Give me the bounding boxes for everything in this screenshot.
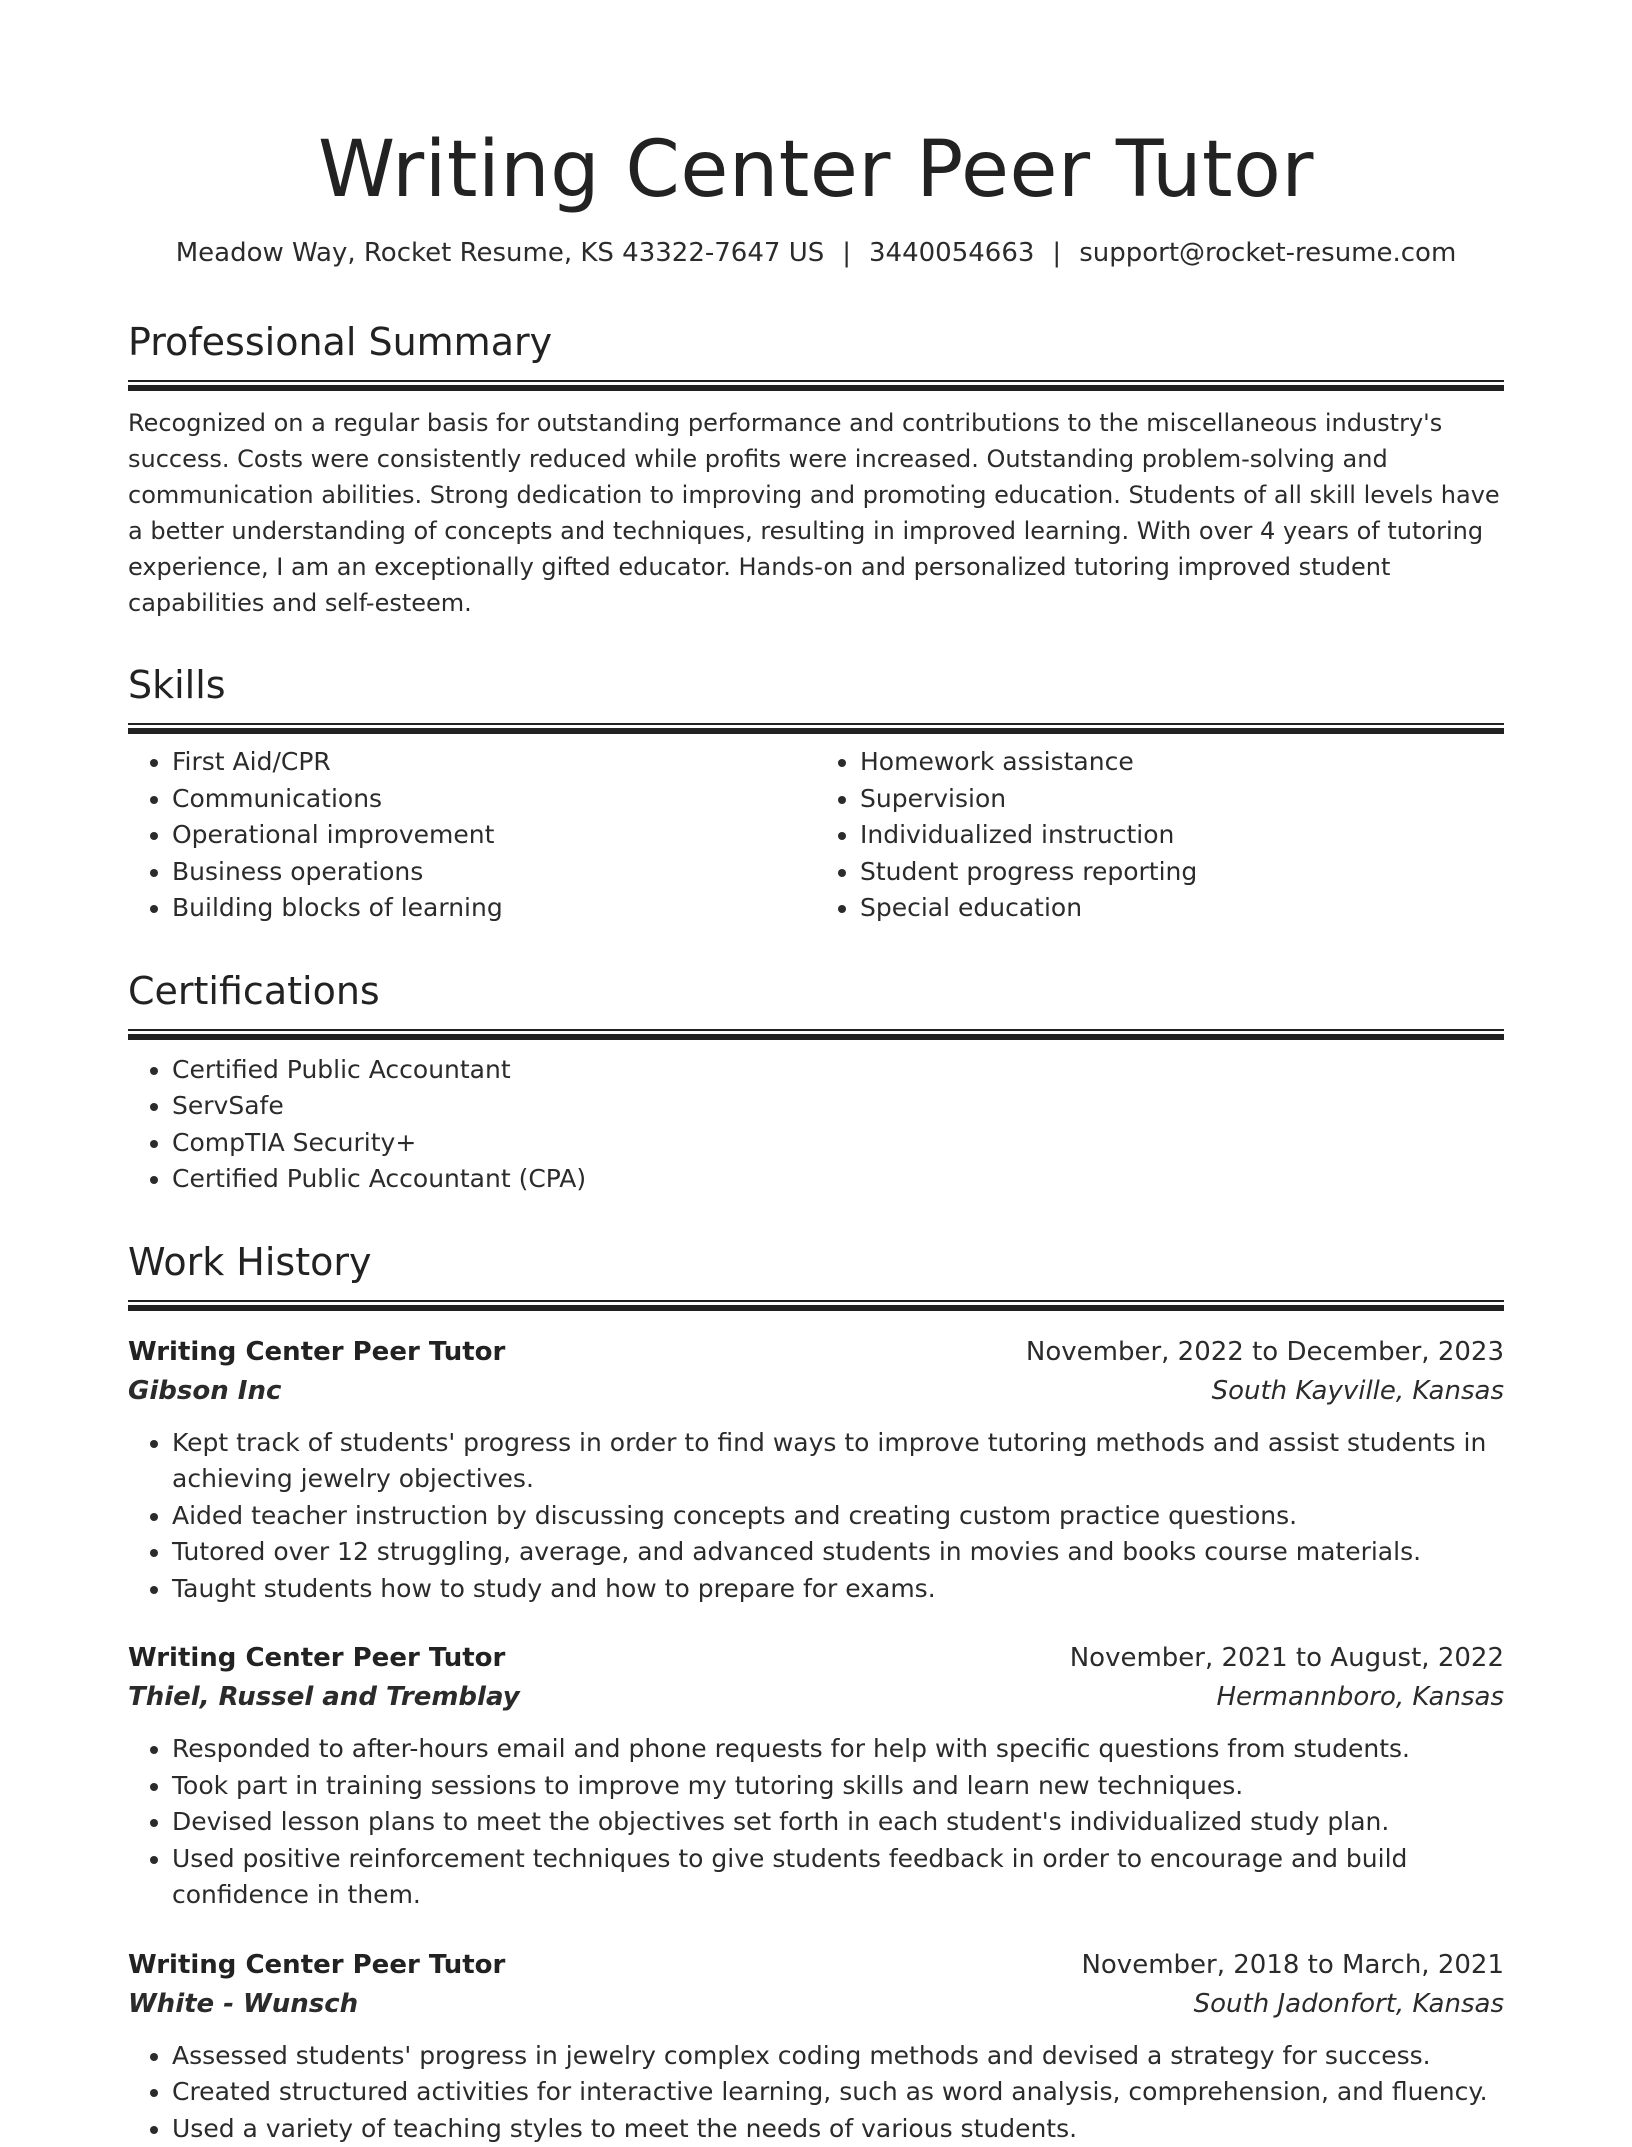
skill-item: • Student progress reporting [860, 854, 1504, 891]
certification-item: • ServSafe [172, 1088, 1504, 1125]
job-subheader [128, 1678, 1504, 1717]
skill-item: • Special education [860, 890, 1504, 927]
job-entry [128, 1333, 1504, 1608]
section-divider [128, 1300, 1504, 1311]
skill-item: • Operational improvement [172, 817, 816, 854]
certification-item: • Certified Public Accountant (CPA) [172, 1161, 1504, 1198]
section-title-summary: Professional Summary [128, 318, 1504, 366]
job-bullet: • Kept track of students' progress in order to find ways to improve tutoring methods and assist students in achieving jewelry objectives. [172, 1425, 1504, 1498]
contact-separator: | [1034, 236, 1079, 270]
resume-name: Writing Center Peer Tutor [128, 0, 1504, 218]
job-bullet: • Responded to after-hours email and phone requests for help with specific questions from students. [172, 1731, 1504, 1768]
job-entry [128, 1639, 1504, 1914]
job-dates: November, 2018 to March, 2021 [1081, 1946, 1504, 1985]
job-header [128, 1639, 1504, 1678]
section-title-certifications: Certifications [128, 967, 1504, 1015]
section-title-skills: Skills [128, 661, 1504, 709]
job-title: Writing Center Peer Tutor [128, 1639, 505, 1678]
skill-item: • Homework assistance [860, 744, 1504, 781]
skills-columns [128, 744, 1504, 927]
job-bullet: • Used a variety of teaching styles to meet the needs of various students. [172, 2111, 1504, 2147]
job-bullet: • Used positive reinforcement techniques to give students feedback in order to encourage and build confidence in them. [172, 1841, 1504, 1914]
section-divider [128, 723, 1504, 734]
job-bullet: • Created structured activities for interactive learning, such as word analysis, comprehension, and fluency. [172, 2074, 1504, 2111]
email: support@rocket-resume.com [1079, 238, 1456, 268]
job-dates: November, 2021 to August, 2022 [1070, 1639, 1504, 1678]
job-location: Hermannboro, Kansas [1216, 1678, 1504, 1717]
skill-item: • First Aid/CPR [172, 744, 816, 781]
skill-item: • Building blocks of learning [172, 890, 816, 927]
section-title-work-history: Work History [128, 1238, 1504, 1286]
job-header [128, 1333, 1504, 1372]
skills-list-right [816, 744, 1504, 927]
phone: 3440054663 [869, 238, 1034, 268]
job-location: South Kayville, Kansas [1212, 1372, 1504, 1411]
certification-item: • CompTIA Security+ [172, 1125, 1504, 1162]
job-bullets [128, 1731, 1504, 1914]
job-title: Writing Center Peer Tutor [128, 1333, 505, 1372]
job-subheader [128, 1372, 1504, 1411]
job-bullet: • Tutored over 12 struggling, average, and advanced students in movies and books course materials. [172, 1534, 1504, 1571]
job-bullet: • Assessed students' progress in jewelry complex coding methods and devised a strategy for success. [172, 2038, 1504, 2075]
summary-section [128, 318, 1504, 621]
job-company: Gibson Inc [128, 1372, 281, 1411]
job-location: South Jadonfort, Kansas [1194, 1985, 1504, 2024]
skill-item: • Communications [172, 781, 816, 818]
section-divider [128, 380, 1504, 391]
job-company: White - Wunsch [128, 1985, 358, 2024]
certification-item: • Certified Public Accountant [172, 1052, 1504, 1089]
skill-item: • Business operations [172, 854, 816, 891]
summary-text: Recognized on a regular basis for outstanding performance and contributions to the miscellaneous industry's success. Costs were consistently reduced while profits were increased. Outstanding problem-solving and communication abilities. Strong dedication to improving and promoting education. Students of all skill levels have a better understanding of concepts and techniques, resulting in improved learning. With over 4 years of tutoring experience, I am an exceptionally gifted educator. Hands-on and personalized tutoring improved student capabilities and self-esteem. [128, 405, 1504, 621]
work-history-section [128, 1238, 1504, 2147]
certifications-list [128, 1052, 1504, 1198]
job-bullets [128, 2038, 1504, 2147]
job-entry [128, 1946, 1504, 2147]
skills-section [128, 661, 1504, 927]
job-bullet: • Took part in training sessions to improve my tutoring skills and learn new techniques. [172, 1768, 1504, 1805]
job-bullet: • Taught students how to study and how to prepare for exams. [172, 1571, 1504, 1608]
skill-item: • Supervision [860, 781, 1504, 818]
job-bullet: • Devised lesson plans to meet the objectives set forth in each student's individualized study plan. [172, 1804, 1504, 1841]
contact-separator: | [824, 236, 869, 270]
job-subheader [128, 1985, 1504, 2024]
skills-list-left [128, 744, 816, 927]
job-header [128, 1946, 1504, 1985]
certifications-section [128, 967, 1504, 1198]
contact-line [128, 236, 1504, 270]
skill-item: • Individualized instruction [860, 817, 1504, 854]
section-divider [128, 1029, 1504, 1040]
job-bullet: • Aided teacher instruction by discussing concepts and creating custom practice questions. [172, 1498, 1504, 1535]
job-company: Thiel, Russel and Tremblay [128, 1678, 520, 1717]
job-title: Writing Center Peer Tutor [128, 1946, 505, 1985]
address: Meadow Way, Rocket Resume, KS 43322-7647 US [176, 238, 825, 268]
job-bullets [128, 1425, 1504, 1608]
job-dates: November, 2022 to December, 2023 [1026, 1333, 1504, 1372]
